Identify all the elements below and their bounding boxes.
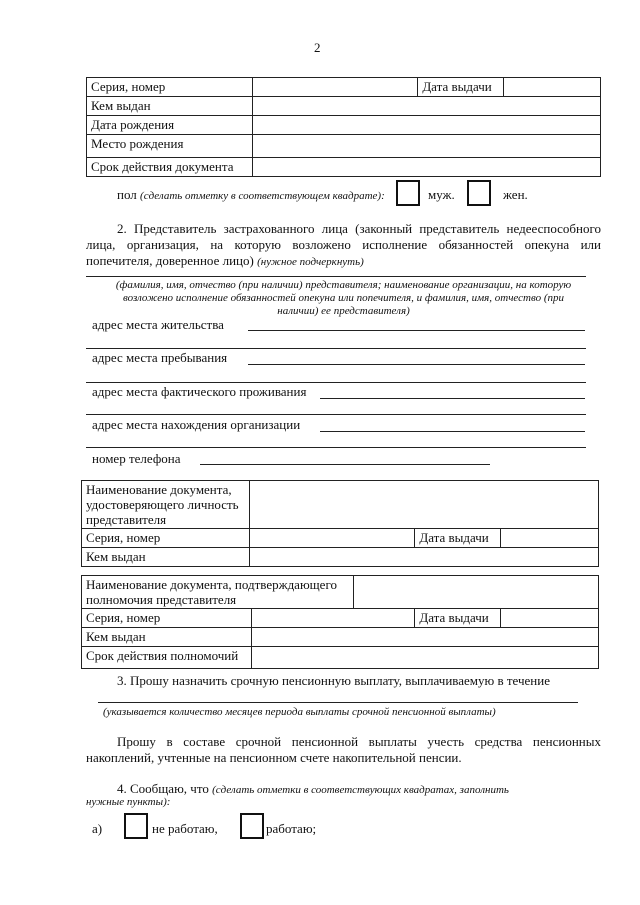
male-label: муж. [428,187,455,202]
rep-doc-name-field[interactable] [249,481,598,529]
gender-hint: (сделать отметку в соответствующем квадрате): [140,190,385,202]
auth-series-label: Серия, номер [82,609,252,628]
female-checkbox[interactable] [467,180,491,206]
series-label: Серия, номер [87,78,253,97]
rep-series-field[interactable] [249,529,415,548]
representative-name-line[interactable] [86,276,586,277]
rep-series-label: Серия, номер [82,529,250,548]
auth-issue-date-label: Дата выдачи [415,609,501,628]
section2-line3: попечителя, доверенное лицо) (нужное подчеркнуть) [86,253,364,268]
auth-issued-by-label: Кем выдан [82,628,252,647]
issue-date-label: Дата выдачи [418,78,504,97]
section3-para-line1: Прошу в составе срочной пенсионной выплаты учесть средства пенсионных [117,734,601,749]
org-location-line-2[interactable] [86,447,586,448]
working-label: работаю; [266,821,317,836]
female-label: жен. [503,187,528,202]
authority-doc-name-field[interactable] [353,576,598,609]
auth-validity-label: Срок действия полномочий [82,647,252,669]
birth-date-label: Дата рождения [87,116,253,135]
authority-doc-name-label: Наименование документа, подтверждающего полномочия представителя [82,576,354,609]
auth-issue-date-field[interactable] [501,609,599,628]
page-number: 2 [314,40,321,55]
org-location-line[interactable] [320,431,585,432]
not-working-label: не работаю, [152,821,218,836]
stay-label: адрес места пребывания [92,350,228,365]
actual-residence-line-2[interactable] [86,414,586,415]
rep-doc-name-label: Наименование документа, удостоверяющего личность представителя [82,481,250,529]
stay-line-2[interactable] [86,382,586,383]
section4-text: 4. Сообщаю, что (сделать отметки в соответствующих квадратах, заполнить [117,781,509,796]
actual-residence-label: адрес места фактического проживания [92,384,307,399]
months-caption: (указывается количество месяцев периода выплаты срочной пенсионной выплаты) [103,706,496,718]
birth-place-label: Место рождения [87,135,253,158]
birth-place-field[interactable] [252,135,600,158]
section3-text: 3. Прошу назначить срочную пенсионную выплату, выплачиваемую в течение [117,673,550,688]
residence-line[interactable] [248,330,585,331]
residence-line-2[interactable] [86,348,586,349]
months-line[interactable] [98,702,578,703]
rep-issue-date-label: Дата выдачи [415,529,501,548]
series-field[interactable] [252,78,418,97]
birth-date-field[interactable] [252,116,600,135]
rep-issued-by-field[interactable] [249,548,598,567]
stay-line[interactable] [248,364,585,365]
org-location-label: адрес места нахождения организации [92,417,301,432]
authority-document-table [81,575,599,669]
auth-issued-by-field[interactable] [251,628,598,647]
representative-caption: (фамилия, имя, отчество (при наличии) представителя; наименование организации, на которую возложено исполнение обязанностей опекуна или попечителя, и фамилия, имя, отчество (при наличии) ее представителя) [115,279,572,317]
actual-residence-line[interactable] [320,398,585,399]
section2-line2: лица, организация, на которую возложено исполнение обязанностей опекуна или [86,237,601,252]
auth-validity-field[interactable] [251,647,598,669]
working-checkbox[interactable] [240,813,264,839]
representative-id-table [81,480,599,567]
identity-document-table [86,77,601,177]
item-a-label: а) [92,821,103,836]
male-checkbox[interactable] [396,180,420,206]
validity-label: Срок действия документа [87,158,253,177]
section2-line1: 2. Представитель застрахованного лица (законный представитель недееспособного [117,221,601,236]
auth-series-field[interactable] [251,609,415,628]
section4-hint-2: нужные пункты): [86,796,171,808]
underline-hint: (нужное подчеркнуть) [257,256,364,268]
not-working-checkbox[interactable] [124,813,148,839]
issue-date-field[interactable] [504,78,601,97]
issued-by-label: Кем выдан [87,97,253,116]
gender-label: пол (сделать отметку в соответствующем квадрате): [117,187,385,202]
phone-label: номер телефона [92,451,181,466]
validity-field[interactable] [252,158,600,177]
rep-issue-date-field[interactable] [501,529,599,548]
residence-label: адрес места жительства [92,317,224,332]
rep-issued-by-label: Кем выдан [82,548,250,567]
phone-line[interactable] [200,464,490,465]
issued-by-field[interactable] [252,97,600,116]
section3-para-line2: накоплений, учтенные на пенсионном счете накопительной пенсии. [86,750,462,765]
section4-hint: (сделать отметки в соответствующих квадратах, заполнить [212,784,509,796]
